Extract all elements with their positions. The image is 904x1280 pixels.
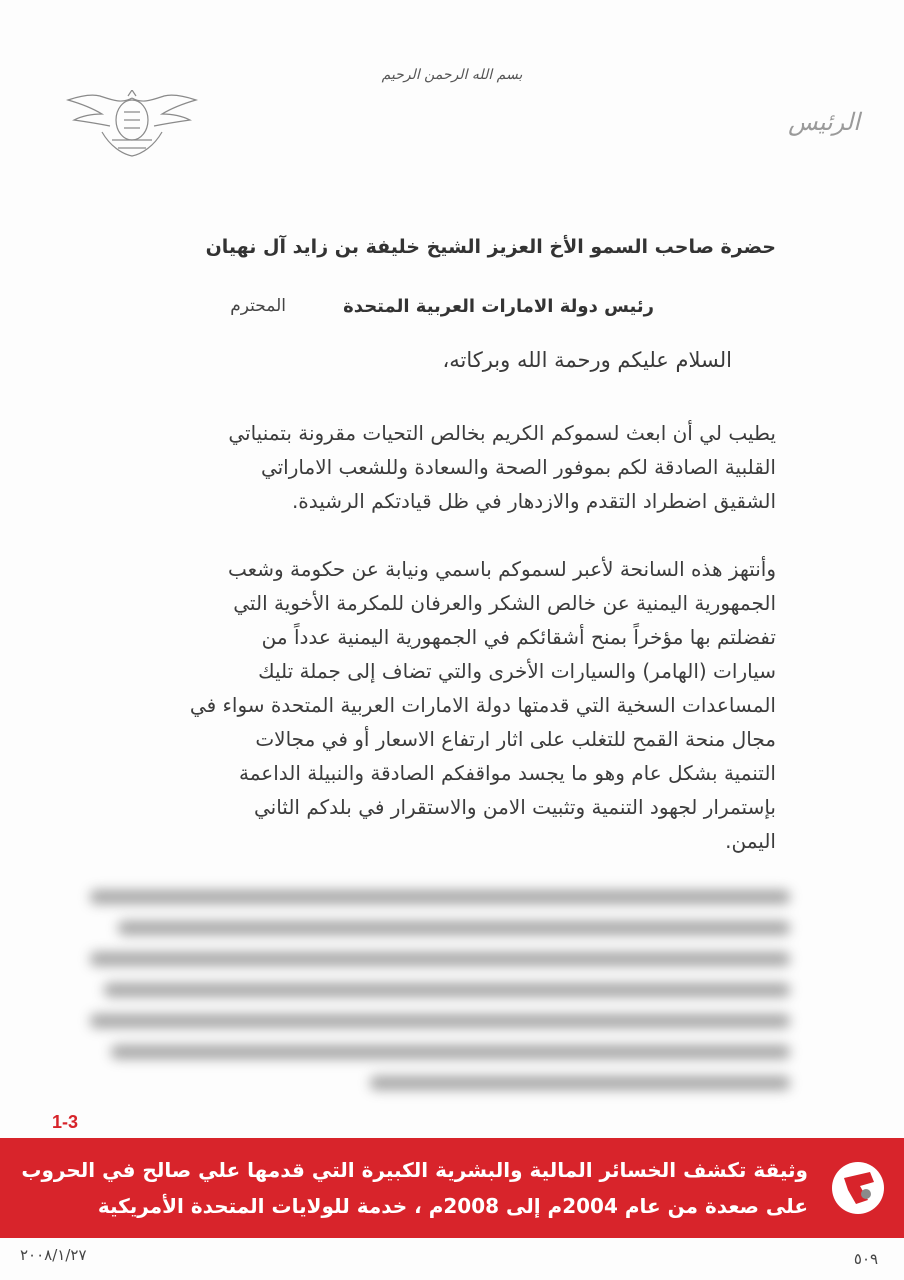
greeting: السلام عليكم ورحمة الله وبركاته،	[442, 348, 732, 372]
paragraph-line: بإستمرار لجهود التنمية وتثبيت الامن والاستقرار في بلدكم الثاني	[253, 795, 776, 819]
caption-banner	[0, 1138, 904, 1238]
caption-text	[21, 1152, 808, 1224]
news-outlet-logo-icon	[830, 1160, 886, 1216]
honorific: المحترم	[230, 296, 286, 316]
paragraph-line: مجال منحة القمح للتغلب على اثار ارتفاع الاسعار أو في مجالات	[255, 727, 776, 751]
paragraph-line: الجمهورية اليمنية عن خالص الشكر والعرفان للمكرمة الأخوية التي	[233, 591, 776, 615]
paragraph-line: تفضلتم بها مؤخراً بمنح أشقائكم في الجمهورية اليمنية عدداً من	[261, 625, 776, 649]
footer-date: ٢٠٠٨/١/٢٧	[20, 1246, 87, 1264]
basmala-heading: بسم الله الرحمن الرحيم	[381, 67, 523, 83]
paragraph-line: القلبية الصادقة لكم بموفور الصحة والسعادة وللشعب الاماراتي	[260, 455, 776, 479]
paragraph-line: الشقيق اضطراد التقدم والازدهار في ظل قيادتكم الرشيدة.	[291, 489, 776, 513]
paragraph-line: سيارات (الهامر) والسيارات الأخرى والتي تضاف إلى جملة تليك	[258, 659, 776, 683]
letter-addressee: حضرة صاحب السمو الأخ العزيز الشيخ خليفة بن زايد آل نهيان	[205, 236, 776, 258]
addressee-title: رئيس دولة الامارات العربية المتحدة	[343, 296, 654, 317]
paragraph-line: يطيب لي أن ابعث لسموكم الكريم بخالص التحيات مقرونة بتمنياتي	[228, 421, 776, 445]
paragraph-1	[116, 416, 776, 518]
paragraph-line: اليمن.	[725, 829, 776, 853]
caption-line-2: على صعدة من عام 2004م إلى 2008م ، خدمة للولايات المتحدة الأمريكية	[97, 1194, 808, 1218]
paragraph-line: وأنتهز هذه السانحة لأعبر لسموكم باسمي ونيابة عن حكومة وشعب	[228, 557, 776, 581]
yemen-eagle-emblem-icon	[62, 90, 202, 162]
caption-line-1: وثيقة تكشف الخسائر المالية والبشرية الكبيرة التي قدمها علي صالح في الحروب	[21, 1158, 808, 1182]
paragraph-2	[116, 552, 776, 858]
presidency-label: الرئيس	[788, 108, 860, 136]
paragraph-line: التنمية بشكل عام وهو ما يجسد مواقفكم الصادقة والنبيلة الداعمة	[238, 761, 776, 785]
reference-code: 1-3	[52, 1112, 79, 1132]
paragraph-line: المساعدات السخية التي قدمتها دولة الامارات العربية المتحدة سواء في	[189, 693, 776, 717]
redacted-blurred-text	[90, 890, 790, 1120]
footer-page-number: ٥٠٩	[853, 1250, 879, 1268]
